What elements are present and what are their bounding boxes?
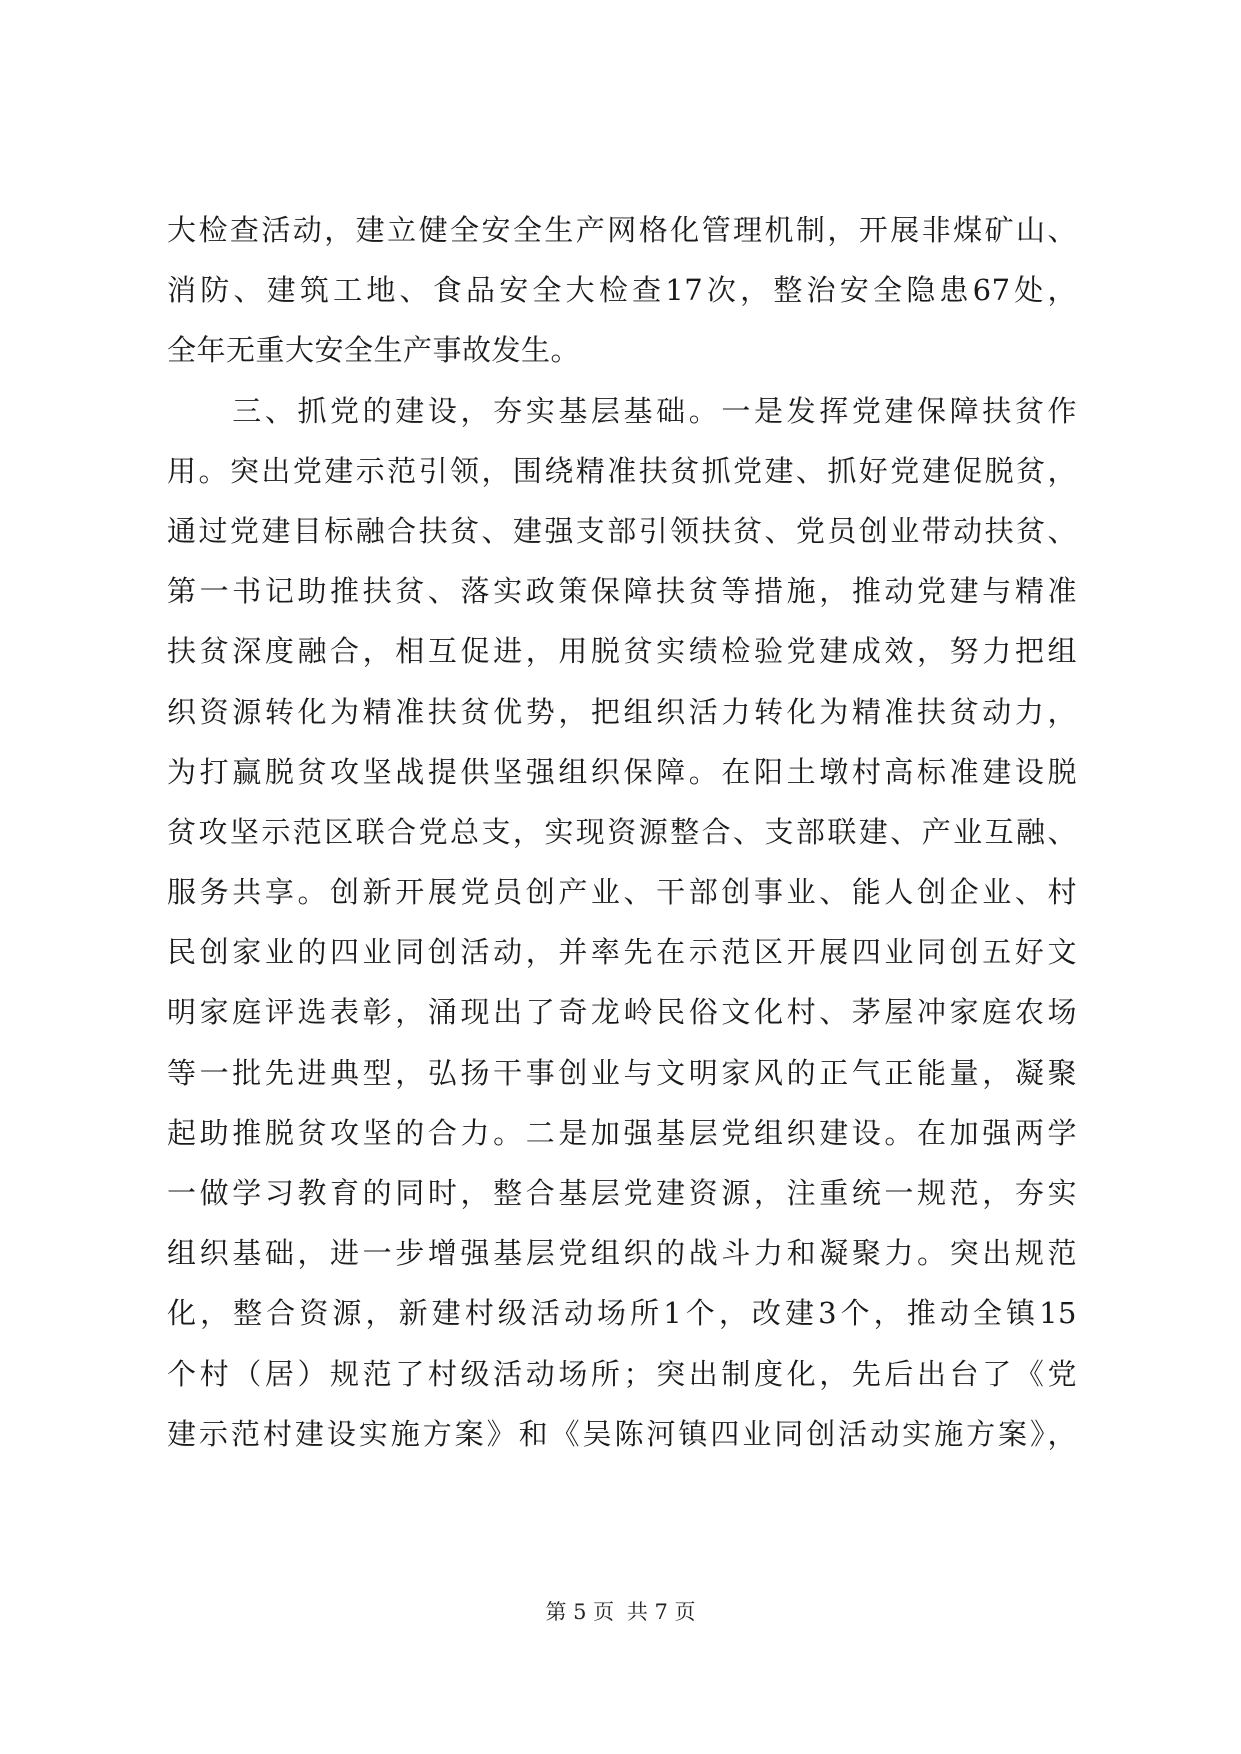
body-text [167, 200, 1077, 1464]
text-line: 建示范村建设实施方案》和《吴陈河镇四业同创活动实施方案》， [167, 1416, 1077, 1451]
text-line: 为打赢脱贫攻坚战提供坚强组织保障。在阳土墩村高标准建设脱 [167, 754, 1077, 789]
text-line: 大检查活动，建立健全安全生产网格化管理机制，开展非煤矿山、 [167, 213, 1077, 247]
page-number: 第 5 页 [545, 1600, 615, 1624]
text-line: 贫攻坚示范区联合党总支，实现资源整合、支部联建、产业互融、 [167, 814, 1077, 849]
text-line: 消防、建筑工地、食品安全大检查17次，整治安全隐患67处， [167, 273, 1077, 308]
text-line: 明家庭评选表彰，涌现出了奇龙岭民俗文化村、茅屋冲家庭农场 [167, 995, 1077, 1030]
text-line: 一做学习教育的同时，整合基层党建资源，注重统一规范，夯实 [167, 1176, 1077, 1210]
text-line: 起助推脱贫攻坚的合力。二是加强基层党组织建设。在加强两学 [167, 1115, 1077, 1150]
text-line: 化，整合资源，新建村级活动场所1个，改建3个，推动全镇15 [167, 1296, 1077, 1331]
text-line: 用。突出党建示范引领，围绕精准扶贫抓党建、抓好党建促脱贫， [167, 453, 1077, 488]
text-line: 扶贫深度融合，相互促进，用脱贫实绩检验党建成效，努力把组 [167, 634, 1077, 669]
page-total: 共 7 页 [626, 1600, 696, 1624]
text-line: 三、抓党的建设，夯实基层基础。一是发挥党建保障扶贫作 [167, 393, 1077, 428]
text-line: 全年无重大安全生产事故发生。 [167, 333, 581, 368]
text-line: 织资源转化为精准扶贫优势，把组织活力转化为精准扶贫动力， [167, 694, 1077, 729]
text-line: 个村（居）规范了村级活动场所；突出制度化，先后出台了《党 [167, 1356, 1077, 1391]
text-line: 民创家业的四业同创活动，并率先在示范区开展四业同创五好文 [167, 935, 1077, 970]
text-line: 第一书记助推扶贫、落实政策保障扶贫等措施，推动党建与精准 [167, 574, 1077, 609]
text-line: 通过党建目标融合扶贫、建强支部引领扶贫、党员创业带动扶贫、 [167, 513, 1077, 548]
text-line: 等一批先进典型，弘扬干事创业与文明家风的正气正能量，凝聚 [167, 1055, 1077, 1090]
text-line: 组织基础，进一步增强基层党组织的战斗力和凝聚力。突出规范 [167, 1236, 1077, 1271]
page-footer [0, 1596, 1241, 1626]
text-line: 服务共享。创新开展党员创产业、干部创事业、能人创企业、村 [167, 875, 1077, 910]
